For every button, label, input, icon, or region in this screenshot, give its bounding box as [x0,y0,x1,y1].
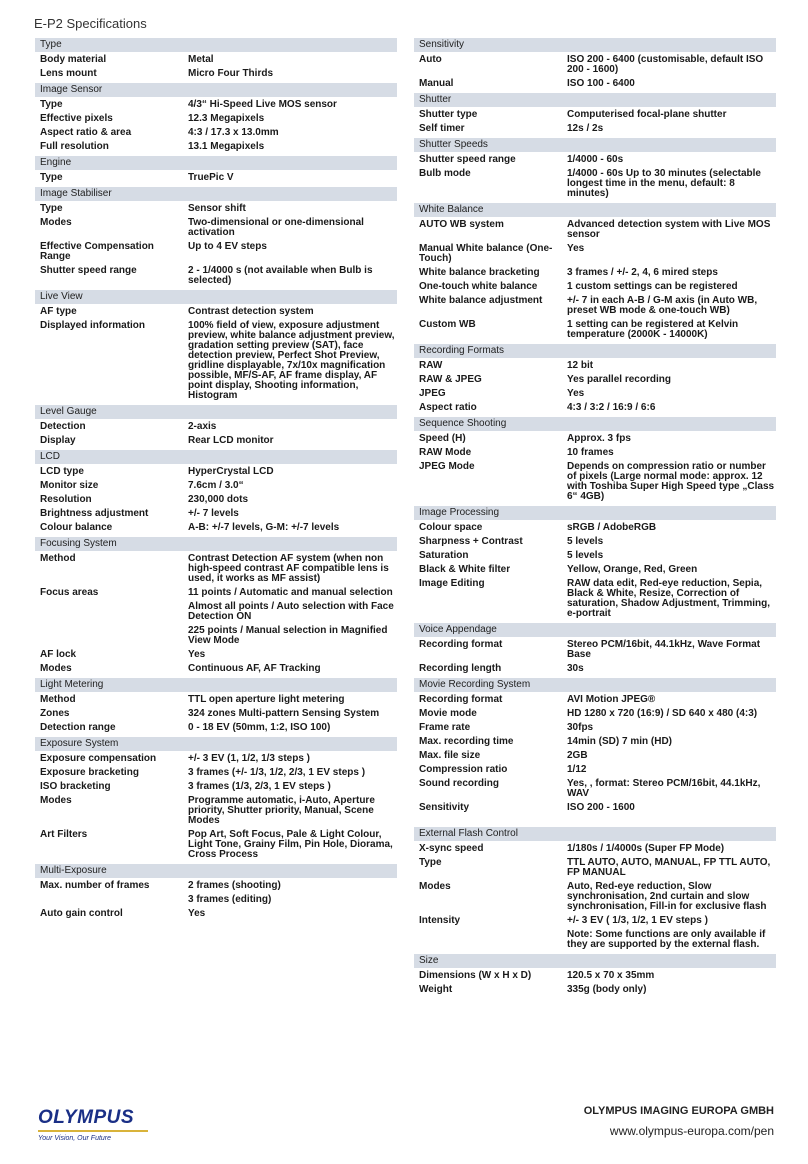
section-header: Shutter [414,93,776,107]
spec-label: JPEG Mode [419,461,475,472]
spec-value: 2GB [567,750,588,761]
spec-value: 120.5 x 70 x 35mm [567,970,655,981]
spec-row [414,122,776,136]
spec-value: Yes parallel recording [567,374,671,385]
section-header: Sensitivity [414,38,776,52]
spec-row [35,240,397,264]
section-header: Image Stabiliser [35,187,397,201]
spec-label: X-sync speed [419,843,484,854]
spec-value: Pop Art, Soft Focus, Pale & Light Colour, Light Tone, Grainy Film, Pin Hole, Diorama, Cross Process [188,829,393,860]
spec-value: +/- 7 levels [188,508,239,519]
spec-value: 230,000 dots [188,494,249,505]
spec-value: 1/4000 - 60s Up to 30 minutes (selectable longest time in the menu, default: 8 minutes) [567,168,761,199]
spec-label: LCD type [40,466,84,477]
spec-section [414,344,776,415]
spec-label: Focus areas [40,587,99,598]
spec-row [414,53,776,77]
spec-value: 3 frames (1/3, 2/3, 1 EV steps ) [188,781,331,792]
spec-section [414,506,776,621]
spec-value: TTL open aperture light metering [188,694,345,705]
spec-label: Modes [419,881,451,892]
spec-row [414,373,776,387]
section-header: Movie Recording System [414,678,776,692]
spec-label: Sensitivity [419,802,470,813]
spec-value: 12 bit [567,360,594,371]
section-header: Live View [35,290,397,304]
spec-label: Recording format [419,639,503,650]
spec-row [414,928,776,952]
section-header: Multi-Exposure [35,864,397,878]
spec-row [414,167,776,201]
spec-row [414,563,776,577]
section-header: Exposure System [35,737,397,751]
section-header: Type [35,38,397,52]
spec-row [35,707,397,721]
spec-row [414,432,776,446]
spec-label: RAW Mode [419,447,472,458]
spec-label: White balance bracketing [419,267,540,278]
spec-label [40,602,188,622]
spec-row [35,648,397,662]
spec-row [414,318,776,342]
spec-label: Detection range [40,722,116,733]
spec-label: Aspect ratio [419,402,477,413]
spec-row [414,721,776,735]
spec-row [414,521,776,535]
spec-value: 335g (body only) [567,984,647,995]
spec-label [419,930,567,950]
spec-section [35,38,397,81]
spec-row [35,752,397,766]
spec-row [35,721,397,735]
spec-label: Type [40,99,63,110]
spec-row [35,907,397,921]
spec-row [35,693,397,707]
spec-value: Contrast Detection AF system (when non high-speed contrast AF compatible lens is used, it works as MF assist) [188,553,389,584]
section-spacer [414,815,776,825]
section-header: Shutter Speeds [414,138,776,152]
section-header: LCD [35,450,397,464]
spec-value: Micro Four Thirds [188,68,273,79]
spec-value: Approx. 3 fps [567,433,631,444]
spec-row [35,493,397,507]
spec-value: +/- 7 in each A-B / G-M axis (in Auto WB, preset WB mode & one-touch WB) [567,295,758,316]
spec-value: Rear LCD monitor [188,435,274,446]
section-header: Level Gauge [35,405,397,419]
spec-row [414,735,776,749]
spec-label: Sound recording [419,778,499,789]
spec-row [414,446,776,460]
spec-label: ISO bracketing [40,781,111,792]
spec-label: White balance adjustment [419,295,543,306]
spec-row [35,319,397,403]
spec-row [414,77,776,91]
spec-row [35,479,397,493]
spec-row [414,638,776,662]
spec-section [414,827,776,952]
spec-value: Contrast detection system [188,306,314,317]
spec-label: Movie mode [419,708,477,719]
spec-label: Method [40,553,76,564]
section-header: White Balance [414,203,776,217]
spec-row [35,171,397,185]
spec-value: Programme automatic, i-Auto, Aperture priority, Shutter priority, Manual, Scene Modes [188,795,375,826]
spec-value: 1/4000 - 60s [567,154,624,165]
spec-value: RAW data edit, Red-eye reduction, Sepia, Black & White, Resize, Correction of saturation, Shadow Adjustment, Trimming, e-portrait [567,578,770,619]
spec-value: sRGB / AdobeRGB [567,522,657,533]
spec-label: Modes [40,795,72,806]
spec-label: Self timer [419,123,465,134]
spec-label: Image Editing [419,578,485,589]
spec-row [35,766,397,780]
spec-value: Continuous AF, AF Tracking [188,663,321,674]
spec-row [414,856,776,880]
spec-value: 0 - 18 EV (50mm, 1:2, ISO 100) [188,722,331,733]
spec-column-right [414,38,776,999]
spec-value: 10 frames [567,447,614,458]
spec-value: Yes [188,649,206,660]
spec-section [35,83,397,154]
spec-value: ISO 200 - 6400 (customisable, default ISO 200 - 1600) [567,54,764,75]
spec-label: Brightness adjustment [40,508,149,519]
spec-row [414,242,776,266]
spec-value: Almost all points / Auto selection with Face Detection ON [188,601,394,622]
spec-section [35,290,397,403]
spec-value: 12s / 2s [567,123,604,134]
spec-value: 4:3 / 3:2 / 16:9 / 6:6 [567,402,656,413]
section-header: Engine [35,156,397,170]
spec-row [414,108,776,122]
spec-value: Computerised focal-plane shutter [567,109,727,120]
spec-label: Colour space [419,522,483,533]
spec-label: AF type [40,306,77,317]
spec-row [414,880,776,914]
spec-value: Advanced detection system with Live MOS sensor [567,219,771,240]
spec-label: Custom WB [419,319,476,330]
spec-row [414,218,776,242]
section-header: Sequence Shooting [414,417,776,431]
spec-section [414,417,776,504]
spec-value: TruePic V [188,172,234,183]
spec-label: Frame rate [419,722,471,733]
spec-row [414,662,776,676]
spec-row [35,552,397,586]
spec-row [35,305,397,319]
spec-value: 14min (SD) 7 min (HD) [567,736,673,747]
spec-section [35,537,397,676]
spec-label: RAW [419,360,443,371]
spec-row [35,420,397,434]
spec-label: Type [419,857,442,868]
spec-section [414,203,776,342]
spec-value: 4:3 / 17.3 x 13.0mm [188,127,279,138]
spec-label: Shutter speed range [419,154,516,165]
spec-value: 324 zones Multi-pattern Sensing System [188,708,380,719]
spec-row [414,549,776,563]
section-header: Recording Formats [414,344,776,358]
spec-label: Auto gain control [40,908,123,919]
spec-row [414,983,776,997]
company-name: OLYMPUS IMAGING EUROPA GMBH [583,1105,774,1117]
spec-label: Sharpness + Contrast [419,536,523,547]
spec-label: Compression ratio [419,764,508,775]
spec-value: 1/12 [567,764,587,775]
spec-row [35,879,397,893]
spec-label: Manual White balance (One-Touch) [419,243,553,264]
spec-label [40,895,188,905]
spec-value: Yes [567,388,585,399]
spec-row [414,693,776,707]
spec-label: Type [40,203,63,214]
spec-row [414,387,776,401]
spec-row [35,521,397,535]
spec-label: Full resolution [40,141,109,152]
spec-value: TTL AUTO, AUTO, MANUAL, FP TTL AUTO, FP MANUAL [567,857,771,878]
spec-row [414,401,776,415]
spec-label: Recording format [419,694,503,705]
spec-section [35,450,397,535]
spec-label: Method [40,694,76,705]
spec-label: Lens mount [40,68,97,79]
section-header: Image Sensor [35,83,397,97]
spec-row [35,434,397,448]
spec-row [414,153,776,167]
spec-value: Yes [567,243,585,254]
section-header: Size [414,954,776,968]
spec-value: Yellow, Orange, Red, Green [567,564,698,575]
spec-label: Black & White filter [419,564,511,575]
spec-row [35,140,397,154]
spec-row [35,828,397,862]
spec-section [414,678,776,825]
spec-section [35,187,397,288]
section-header: Voice Appendage [414,623,776,637]
spec-value: HD 1280 x 720 (16:9) / SD 640 x 480 (4:3) [567,708,758,719]
spec-label: Zones [40,708,70,719]
spec-value: 7.6cm / 3.0“ [188,480,244,491]
spec-row [35,202,397,216]
spec-label: Effective Compensation Range [40,241,154,262]
spec-label: Type [40,172,63,183]
spec-label: Modes [40,217,72,228]
spec-label: Colour balance [40,522,113,533]
logo-tagline: Your Vision, Our Future [38,1135,112,1142]
website-url: www.olympus-europa.com/pen [609,1124,774,1138]
spec-value: 1 custom settings can be registered [567,281,738,292]
section-header: Image Processing [414,506,776,520]
spec-row [414,460,776,504]
spec-value: 4/3“ Hi-Speed Live MOS sensor [188,99,337,110]
spec-row [35,126,397,140]
spec-row [35,662,397,676]
olympus-logo [38,1108,154,1150]
spec-row [414,801,776,815]
spec-value: Yes, , format: Stereo PCM/16bit, 44.1kHz, WAV [567,778,761,799]
spec-row [35,98,397,112]
spec-value: Two-dimensional or one-dimensional activation [188,217,364,238]
spec-label: Saturation [419,550,469,561]
spec-label: Max. file size [419,750,481,761]
spec-row [414,969,776,983]
spec-row [414,707,776,721]
spec-label: Dimensions (W x H x D) [419,970,532,981]
spec-label: Monitor size [40,480,99,491]
spec-label: Aspect ratio & area [40,127,132,138]
spec-row [35,586,397,600]
spec-row [414,749,776,763]
spec-row [35,264,397,288]
spec-row [35,893,397,907]
spec-row [35,600,397,624]
spec-value: 3 frames (+/- 1/3, 1/2, 2/3, 1 EV steps ) [188,767,366,778]
spec-label: One-touch white balance [419,281,538,292]
spec-value: 30fps [567,722,594,733]
spec-row [414,294,776,318]
spec-label: Exposure compensation [40,753,157,764]
spec-value: ISO 200 - 1600 [567,802,635,813]
spec-row [35,794,397,828]
spec-label: Max. recording time [419,736,514,747]
spec-label: Modes [40,663,72,674]
spec-label: Displayed information [40,320,146,331]
spec-value: 3 frames / +/- 2, 4, 6 mired steps [567,267,718,278]
spec-value: 100% field of view, exposure adjustment preview, white balance adjustment preview, gradation setting preview (SAT), face detection preview, Perfect Shot Preview, gridline displayable, 7x/10x magnification possible, MF/S-AF, AF frame display, AF point display, Shooting information, Histogram [188,320,395,401]
spec-row [414,266,776,280]
spec-value: 30s [567,663,584,674]
spec-value: 11 points / Automatic and manual selection [188,587,393,598]
spec-value: Depends on compression ratio or number of pixels (Large normal mode: approx. 12 with Toshiba Super High Speed type „Class 6“ 4GB) [567,461,775,502]
spec-section [414,93,776,136]
spec-value: 13.1 Megapixels [188,141,265,152]
spec-column-left [35,38,397,923]
spec-row [414,535,776,549]
spec-label: Manual [419,78,454,89]
spec-label: Resolution [40,494,92,505]
spec-value: Up to 4 EV steps [188,241,267,252]
spec-value: Yes [188,908,206,919]
spec-label: AUTO WB system [419,219,504,230]
spec-row [35,67,397,81]
spec-value: 2 frames (shooting) [188,880,281,891]
spec-row [35,53,397,67]
spec-section [35,405,397,448]
spec-label: Weight [419,984,453,995]
spec-label: Auto [419,54,442,65]
spec-section [414,623,776,676]
spec-row [414,763,776,777]
spec-section [35,864,397,921]
spec-section [35,156,397,185]
spec-label: Bulb mode [419,168,471,179]
spec-value: 1/180s / 1/4000s (Super FP Mode) [567,843,725,854]
spec-label: Exposure bracketing [40,767,139,778]
spec-section [35,678,397,735]
spec-value: 225 points / Manual selection in Magnified View Mode [188,625,388,646]
spec-value: A-B: +/-7 levels, G-M: +/-7 levels [188,522,340,533]
spec-section [414,954,776,997]
spec-label: Effective pixels [40,113,113,124]
spec-section [414,38,776,91]
spec-row [35,780,397,794]
spec-row [35,624,397,648]
spec-section [414,138,776,201]
spec-row [414,914,776,928]
spec-label: Art Filters [40,829,88,840]
spec-value: Sensor shift [188,203,246,214]
spec-value: 5 levels [567,536,604,547]
spec-value: Stereo PCM/16bit, 44.1kHz, Wave Format Base [567,639,761,660]
spec-row [35,465,397,479]
spec-label: JPEG [419,388,446,399]
spec-row [414,280,776,294]
spec-value: ISO 100 - 6400 [567,78,635,89]
spec-label: Recording length [419,663,502,674]
spec-label: Max. number of frames [40,880,150,891]
spec-value: AVI Motion JPEG® [567,694,656,705]
spec-row [35,507,397,521]
spec-row [35,112,397,126]
spec-row [414,842,776,856]
spec-value: +/- 3 EV ( 1/3, 1/2, 1 EV steps ) [567,915,708,926]
spec-value: 2-axis [188,421,217,432]
spec-row [414,359,776,373]
spec-label: Shutter speed range [40,265,137,276]
spec-label: Shutter type [419,109,478,120]
section-header: Focusing System [35,537,397,551]
spec-value: HyperCrystal LCD [188,466,274,477]
page-title: E-P2 Specifications [34,16,147,31]
logo-wordmark: OLYMPUS [38,1107,135,1128]
spec-label: Detection [40,421,86,432]
spec-label [40,626,188,646]
spec-label: RAW & JPEG [419,374,482,385]
spec-row [414,777,776,801]
spec-row [35,216,397,240]
spec-value: 3 frames (editing) [188,894,272,905]
spec-value: 12.3 Megapixels [188,113,265,124]
spec-value: Auto, Red-eye reduction, Slow synchronisation, 2nd curtain and slow synchronisation, Fill-in for exclusive flash [567,881,767,912]
logo-underline [38,1130,148,1132]
spec-section [35,737,397,862]
spec-value: +/- 3 EV (1, 1/2, 1/3 steps ) [188,753,311,764]
spec-label: Intensity [419,915,461,926]
spec-value: Note: Some functions are only available if they are supported by the external flash. [567,929,766,950]
spec-label: Body material [40,54,107,65]
spec-value: 2 - 1/4000 s (not available when Bulb is selected) [188,265,373,286]
spec-row [414,577,776,621]
spec-label: Speed (H) [419,433,466,444]
spec-label: AF lock [40,649,77,660]
spec-value: 1 setting can be registered at Kelvin temperature (2000K - 14000K) [567,319,739,340]
section-header: Light Metering [35,678,397,692]
spec-value: 5 levels [567,550,604,561]
spec-label: Display [40,435,76,446]
section-header: External Flash Control [414,827,776,841]
spec-value: Metal [188,54,214,65]
